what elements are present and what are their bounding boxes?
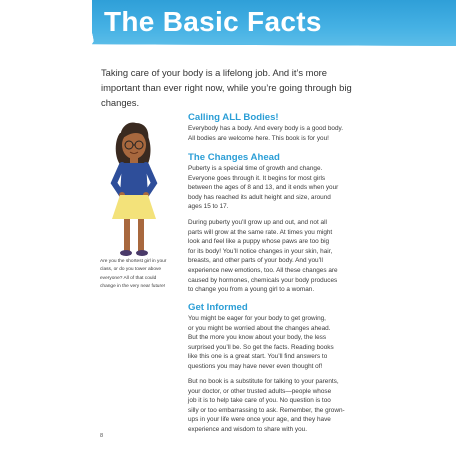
section-paragraph: Everybody has a body. And every body is a good body. All bodies are welcome here. This book is for you! xyxy=(188,125,344,142)
section-paragraph: During puberty you’ll grow up and out, and not all parts will grow at the same rate. At times you might look and feel like a puppy whose paws are too big for its body! You’ll notice changes in your skin, hair, breasts, and other parts of your body. And you’ll experience new emotions, too. All these changes are caused by hormones, chemicals your body produces to change you from a young girl to a woman. xyxy=(188,219,338,294)
section-paragraph: But no book is a substitute for talking to your parents, your doctor, or other trusted adults—people whose job it is to help take care of you. No question is too silly or too embarrassing to ask. Remember, the grown- ups in your life were once your age, and they have experience and wisdom to share with you. xyxy=(188,378,345,433)
page-number: 8 xyxy=(100,433,104,439)
girl-illustration xyxy=(100,115,170,261)
page-title: The Basic Facts xyxy=(104,6,322,37)
intro-paragraph: Taking care of your body is a lifelong job. And it’s more important than ever right now, while you’re going through big changes. xyxy=(101,67,352,108)
section-paragraph: Puberty is a special time of growth and change. Everyone goes through it. It begins for most girls between the ages of 8 and 13, and it ends when your body has reached its adult height and size, around ages 15 to 17. xyxy=(188,165,339,211)
illustration-caption: Are you the shortest girl in your class, or do you tower above everyone? All of that could change in the very near future! xyxy=(100,259,167,290)
section-paragraph: You might be eager for your body to get growing, or you might be worried about the changes ahead. But the more you know about your body, the less surprised you’ll be. So get the facts. Reading books like this one is a great start. You’ll find answers to questions you may have never even thought of! xyxy=(188,315,334,370)
section-heading-changes-ahead: The Changes Ahead xyxy=(188,152,280,163)
section-heading-get-informed: Get Informed xyxy=(188,302,248,313)
section-heading-calling-all-bodies: Calling ALL Bodies! xyxy=(188,112,279,123)
